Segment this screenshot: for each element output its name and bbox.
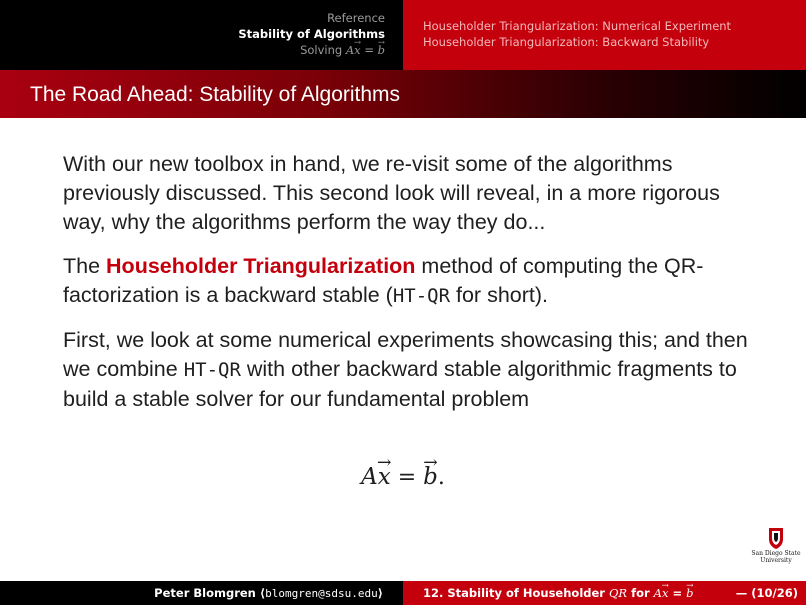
nav-equals: = [360,43,378,57]
email-close: ⟩ [377,586,383,600]
nav-subsection-experiment[interactable]: Householder Triangularization: Numerical Experiment [423,19,732,33]
nav-matrix-a: A [345,43,355,57]
footer-talk [403,581,806,605]
paragraph-householder [63,252,753,311]
logo-text [748,550,804,564]
page-number: — (10/26) [735,586,798,600]
p2-mid: method of computing the QR-factorization is a backward stable ( [63,254,704,307]
footer-talk-title [423,586,694,600]
frame-title: The Road Ahead: Stability of Algorithms [30,83,401,106]
title-bar [0,70,806,118]
householder-highlight: Householder Triangularization [106,254,416,278]
paragraph-plan [63,326,753,414]
talk-vec-x: x → [662,586,669,600]
talk-a: A [653,586,662,600]
nav-section-solving-prefix: Solving [300,43,346,57]
logo-line1: San Diego State [751,550,801,557]
p3-post: with other backward stable algorithmic fragments to build a stable solver for our fundamental problem [63,357,737,411]
talk-vec-b: b → [686,586,693,600]
p3-pre: First, we look at some numerical experiments showcasing this; and then we combine [63,328,748,381]
talk-title-prefix: 12. Stability of Householder [423,586,609,600]
p2-pre: The [63,254,107,278]
subsection-nav [403,0,806,70]
nav-section-solving[interactable] [300,43,385,57]
sdsu-logo [748,526,804,568]
equation-ax-eq-b [0,464,806,490]
talk-title-qr: QR [608,586,628,600]
eq-matrix-a: A [361,464,378,490]
eq-vec-x: x → [378,464,391,490]
sdsu-logo-icon [767,526,785,550]
author-name: Peter Blomgren [154,586,256,600]
section-nav [0,0,403,70]
nav-vec-b: b → [378,43,385,57]
nav-vec-x: x → [354,43,361,57]
slide-body [63,150,753,429]
p2-post: for short). [450,283,548,307]
eq-equals: = [390,465,424,490]
eq-vec-b: b → [423,464,438,490]
nav-section-reference[interactable]: Reference [327,11,385,25]
logo-line2: University [760,557,792,564]
ht-qr-code: HT-QR [392,285,451,307]
nav-subsection-backward-stability[interactable]: Householder Triangularization: Backward Stability [423,35,710,49]
ht-qr-code-2: HT-QR [183,359,241,381]
email-open: ⟨ [259,586,266,600]
nav-section-stability[interactable]: Stability of Algorithms [238,27,385,41]
footer-author [0,581,403,605]
header [0,0,806,70]
paragraph-intro: With our new toolbox in hand, we re-visit some of the algorithms previously discussed. This second look will reveal, in a more rigorous way, why the algorithms perform the way they do... [63,152,720,234]
talk-title-mid: for [627,586,654,600]
author-email: blomgren@sdsu.edu [265,586,378,600]
eq-period: . [437,465,445,490]
footer [0,581,806,605]
talk-eq: = [668,586,687,600]
